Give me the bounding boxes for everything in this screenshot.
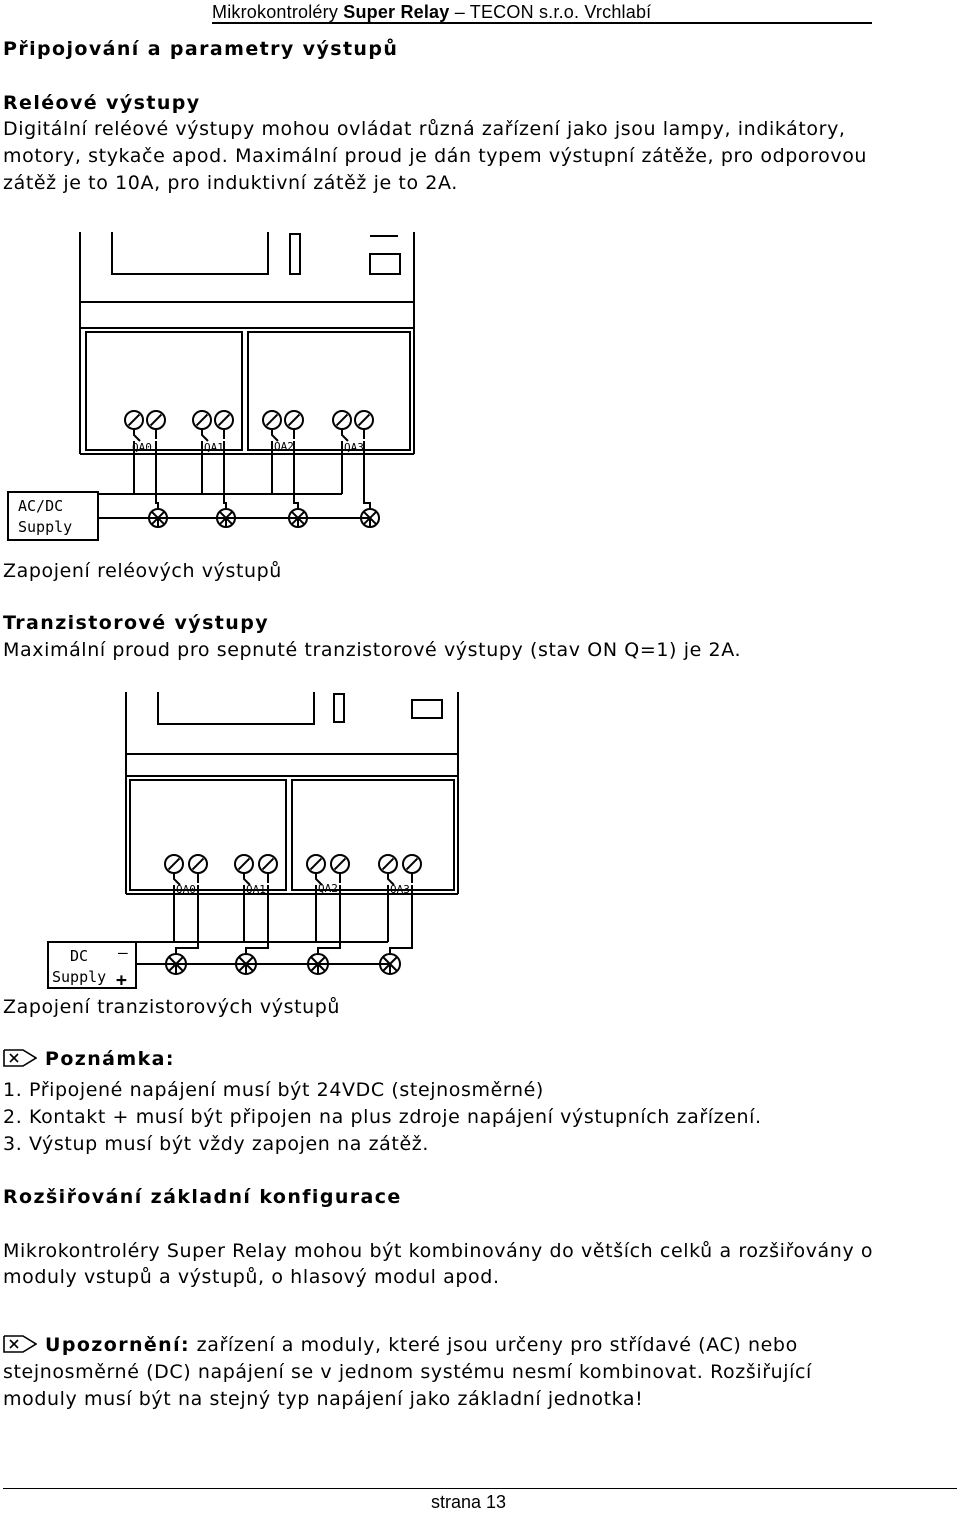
page-title: Připojování a parametry výstupů (3, 38, 399, 60)
note-label: Poznámka: (45, 1048, 175, 1070)
screw-terminal (193, 411, 211, 429)
transistor-module-housing (126, 692, 458, 894)
expansion-heading: Rozšiřování základní konfigurace (3, 1186, 402, 1208)
transistor-text: Maximální proud pro sepnuté tranzistorové výstupy (stav ON Q=1) je 2A. (3, 639, 742, 661)
warning-line-2: stejnosměrné (DC) napájení se v jednom systému nesmí kombinovat. Rozšiřující (3, 1361, 812, 1383)
supply-label-line-1: DC (70, 947, 89, 965)
warning-line-3: moduly musí být na stejný typ napájení jako základní jednotka! (3, 1388, 644, 1410)
header-brand: Super Relay (343, 2, 450, 22)
terminal-label-qa1: QA1 (204, 441, 224, 454)
relay-wiring-diagram (0, 228, 430, 554)
relay-heading: Reléové výstupy (3, 92, 201, 114)
ac-dc-supply-box (8, 492, 98, 540)
relay-text-line-2: motory, stykače apod. Maximální proud je dán typem výstupní zátěže, pro odporovou (3, 145, 868, 167)
screw-terminal (125, 411, 143, 429)
screw-terminal (403, 855, 421, 873)
terminal-label-qa2: QA2 (318, 882, 338, 895)
screw-terminal (285, 411, 303, 429)
relay-contact-symbol (342, 429, 364, 441)
note-item-3: 3. Výstup musí být vždy zapojen na zátěž. (3, 1133, 429, 1155)
screw-terminal (331, 855, 349, 873)
relay-text-line-3: zátěž je to 10A, pro induktivní zátěž je to 2A. (3, 172, 458, 194)
screw-terminal (189, 855, 207, 873)
relay-caption: Zapojení reléových výstupů (3, 560, 282, 582)
screw-terminal (235, 855, 253, 873)
screw-terminal (215, 411, 233, 429)
warning-text-rest: zařízení a moduly, které jsou určeny pro střídavé (AC) nebo (190, 1334, 798, 1356)
transistor-wiring (136, 885, 412, 974)
transistor-heading: Tranzistorové výstupy (3, 612, 269, 634)
note-item-2: 2. Kontakt + musí být připojen na plus zdroje napájení výstupních zařízení. (3, 1106, 762, 1128)
expansion-text-line-2: moduly vstupů a výstupů, o hlasový modul apod. (3, 1266, 500, 1288)
screw-terminal (333, 411, 351, 429)
header-rule (212, 22, 872, 24)
screw-terminal (165, 855, 183, 873)
supply-label-line-2: Supply (18, 518, 73, 536)
relay-contact-symbol (202, 429, 224, 441)
running-header (212, 2, 651, 23)
terminal-label-qa3: QA3 (344, 441, 364, 454)
terminal-label-qa1: QA1 (246, 883, 266, 896)
note-heading (3, 1046, 175, 1076)
header-prefix: Mikrokontroléry (212, 2, 339, 22)
terminal-label-qa3: QA3 (390, 883, 410, 896)
screw-terminal (355, 411, 373, 429)
warning-label: Upozornění: (45, 1334, 191, 1356)
terminal-label-qa0: QA0 (176, 883, 196, 896)
terminal-label-qa0: QA0 (132, 441, 152, 454)
supply-label-line-2: Supply (52, 968, 107, 986)
screw-terminal (307, 855, 325, 873)
screw-terminal (147, 411, 165, 429)
screw-terminal (263, 411, 281, 429)
relay-text-line-1: Digitální reléové výstupy mohou ovládat různá zařízení jako jsou lampy, indikátory, (3, 118, 846, 140)
header-suffix: – TECON s.r.o. Vrchlabí (454, 2, 652, 22)
pointing-hand-icon (3, 1332, 37, 1362)
page-number: strana 13 (431, 1492, 507, 1512)
dc-supply-box (48, 942, 136, 991)
expansion-text-line-1: Mikrokontroléry Super Relay mohou být kombinovány do větších celků a rozšiřovány o (3, 1240, 874, 1262)
transistor-caption: Zapojení tranzistorových výstupů (3, 996, 341, 1018)
pointing-hand-icon (3, 1046, 37, 1076)
transistor-wiring-diagram (40, 688, 486, 992)
screw-terminal (259, 855, 277, 873)
note-item-1: 1. Připojené napájení musí být 24VDC (stejnosměrné) (3, 1079, 544, 1101)
minus-sign: – (118, 943, 128, 962)
screw-terminal (379, 855, 397, 873)
terminal-label-qa2: QA2 (274, 440, 294, 453)
supply-label-line-1: AC/DC (18, 497, 64, 515)
warning-line-1 (3, 1332, 798, 1362)
plus-sign: + (116, 970, 127, 991)
footer-rule (3, 1488, 957, 1489)
relay-contact-symbol (134, 429, 156, 441)
